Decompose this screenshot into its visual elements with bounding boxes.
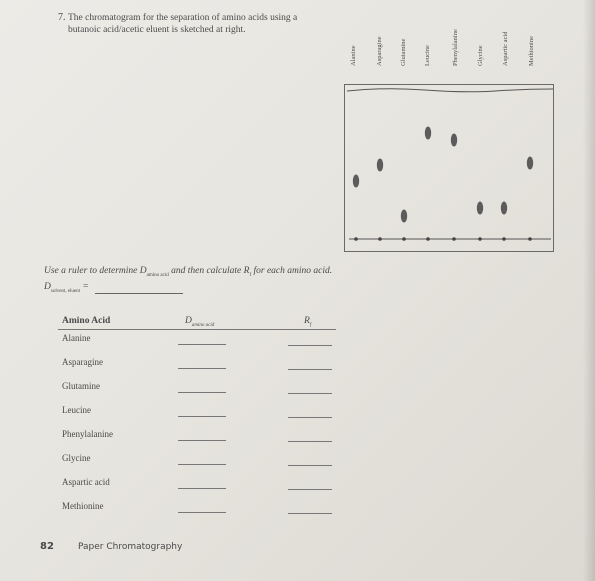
instruction-text — [44, 266, 332, 278]
lane-label: Glycine — [477, 45, 484, 66]
table-row-amino-acid: Methionine — [62, 501, 104, 511]
origin-marker — [354, 237, 358, 241]
d-amino-acid-answer-blank[interactable] — [178, 392, 226, 393]
table-header-rf-subscript: f — [309, 322, 312, 328]
rf-answer-blank[interactable] — [288, 465, 332, 466]
question-text: The chromatogram for the separation of amino acids using a butanoic acid/acetic eluent is sketched at right. — [68, 13, 298, 35]
chromatogram-plate — [344, 84, 554, 252]
table-row-amino-acid: Asparagine — [62, 357, 103, 367]
page-edge-shadow — [583, 0, 595, 581]
origin-marker — [402, 237, 406, 241]
table-header-rf — [304, 316, 311, 328]
chromatogram-drawing — [345, 85, 555, 253]
lane-label: Methionine — [528, 36, 535, 66]
d-amino-acid-answer-blank[interactable] — [178, 512, 226, 513]
amino-acid-spot — [477, 202, 483, 215]
rf-answer-blank[interactable] — [288, 345, 332, 346]
rf-answer-blank[interactable] — [288, 369, 332, 370]
lane-label: Phenylalanine — [452, 29, 459, 66]
origin-marker — [426, 237, 430, 241]
rf-answer-blank[interactable] — [288, 513, 332, 514]
amino-acid-spot — [401, 210, 407, 223]
dsolvent-answer-blank[interactable] — [95, 293, 183, 294]
rf-answer-blank[interactable] — [288, 393, 332, 394]
question-number: 7. — [58, 12, 66, 23]
lane-label: Aspartic acid — [502, 31, 509, 66]
table-row-amino-acid: Glycine — [62, 453, 91, 463]
lane-label: Leucine — [424, 45, 431, 66]
amino-acid-spot — [377, 159, 383, 172]
table-row-amino-acid: Alanine — [62, 333, 91, 343]
rf-answer-blank[interactable] — [288, 489, 332, 490]
instruction-rf-subscript: f — [249, 272, 252, 278]
instruction-suffix: and then calculate R — [168, 266, 250, 276]
instruction-end: for each amino acid. — [251, 266, 333, 276]
d-amino-acid-answer-blank[interactable] — [178, 344, 226, 345]
dsolvent-equals: = — [80, 282, 89, 292]
amino-acid-spot — [425, 127, 431, 140]
amino-acid-spot — [353, 175, 359, 188]
d-amino-acid-answer-blank[interactable] — [178, 368, 226, 369]
table-row-amino-acid: Aspartic acid — [62, 477, 110, 487]
page-footer-title: Paper Chromatography — [78, 542, 183, 552]
table-header-d — [185, 316, 214, 328]
rf-answer-blank[interactable] — [288, 417, 332, 418]
d-amino-acid-answer-blank[interactable] — [178, 488, 226, 489]
instruction-d-subscript: amino acid — [146, 272, 169, 278]
solvent-front-line — [347, 89, 553, 92]
origin-marker — [452, 237, 456, 241]
table-row-amino-acid: Leucine — [62, 405, 91, 415]
origin-marker — [528, 237, 532, 241]
table-header-d-subscript: amino acid — [191, 322, 215, 328]
d-amino-acid-answer-blank[interactable] — [178, 416, 226, 417]
lane-label: Alanine — [350, 45, 357, 66]
d-amino-acid-answer-blank[interactable] — [178, 440, 226, 441]
lane-label: Asparagine — [376, 36, 383, 66]
page-number: 82 — [40, 541, 54, 552]
table-row-amino-acid: Phenylalanine — [62, 429, 113, 439]
amino-acid-spot — [527, 157, 533, 170]
amino-acid-spot — [501, 202, 507, 215]
table-header-rf-label: R — [304, 316, 310, 326]
dsolvent-line — [44, 282, 183, 294]
instruction-prefix: Use a ruler to determine D — [44, 266, 147, 276]
dsolvent-subscript: solvent, eluent — [50, 288, 81, 294]
d-amino-acid-answer-blank[interactable] — [178, 464, 226, 465]
amino-acid-spot — [451, 134, 457, 147]
origin-marker — [378, 237, 382, 241]
table-header-rule — [58, 329, 336, 330]
rf-answer-blank[interactable] — [288, 441, 332, 442]
table-row-amino-acid: Glutamine — [62, 381, 100, 391]
dsolvent-label: D — [44, 282, 51, 292]
table-header-d-label: D — [185, 316, 192, 326]
table-header-amino-acid: Amino Acid — [62, 316, 111, 326]
origin-marker — [478, 237, 482, 241]
lane-label: Glutamine — [400, 38, 407, 66]
origin-marker — [502, 237, 506, 241]
